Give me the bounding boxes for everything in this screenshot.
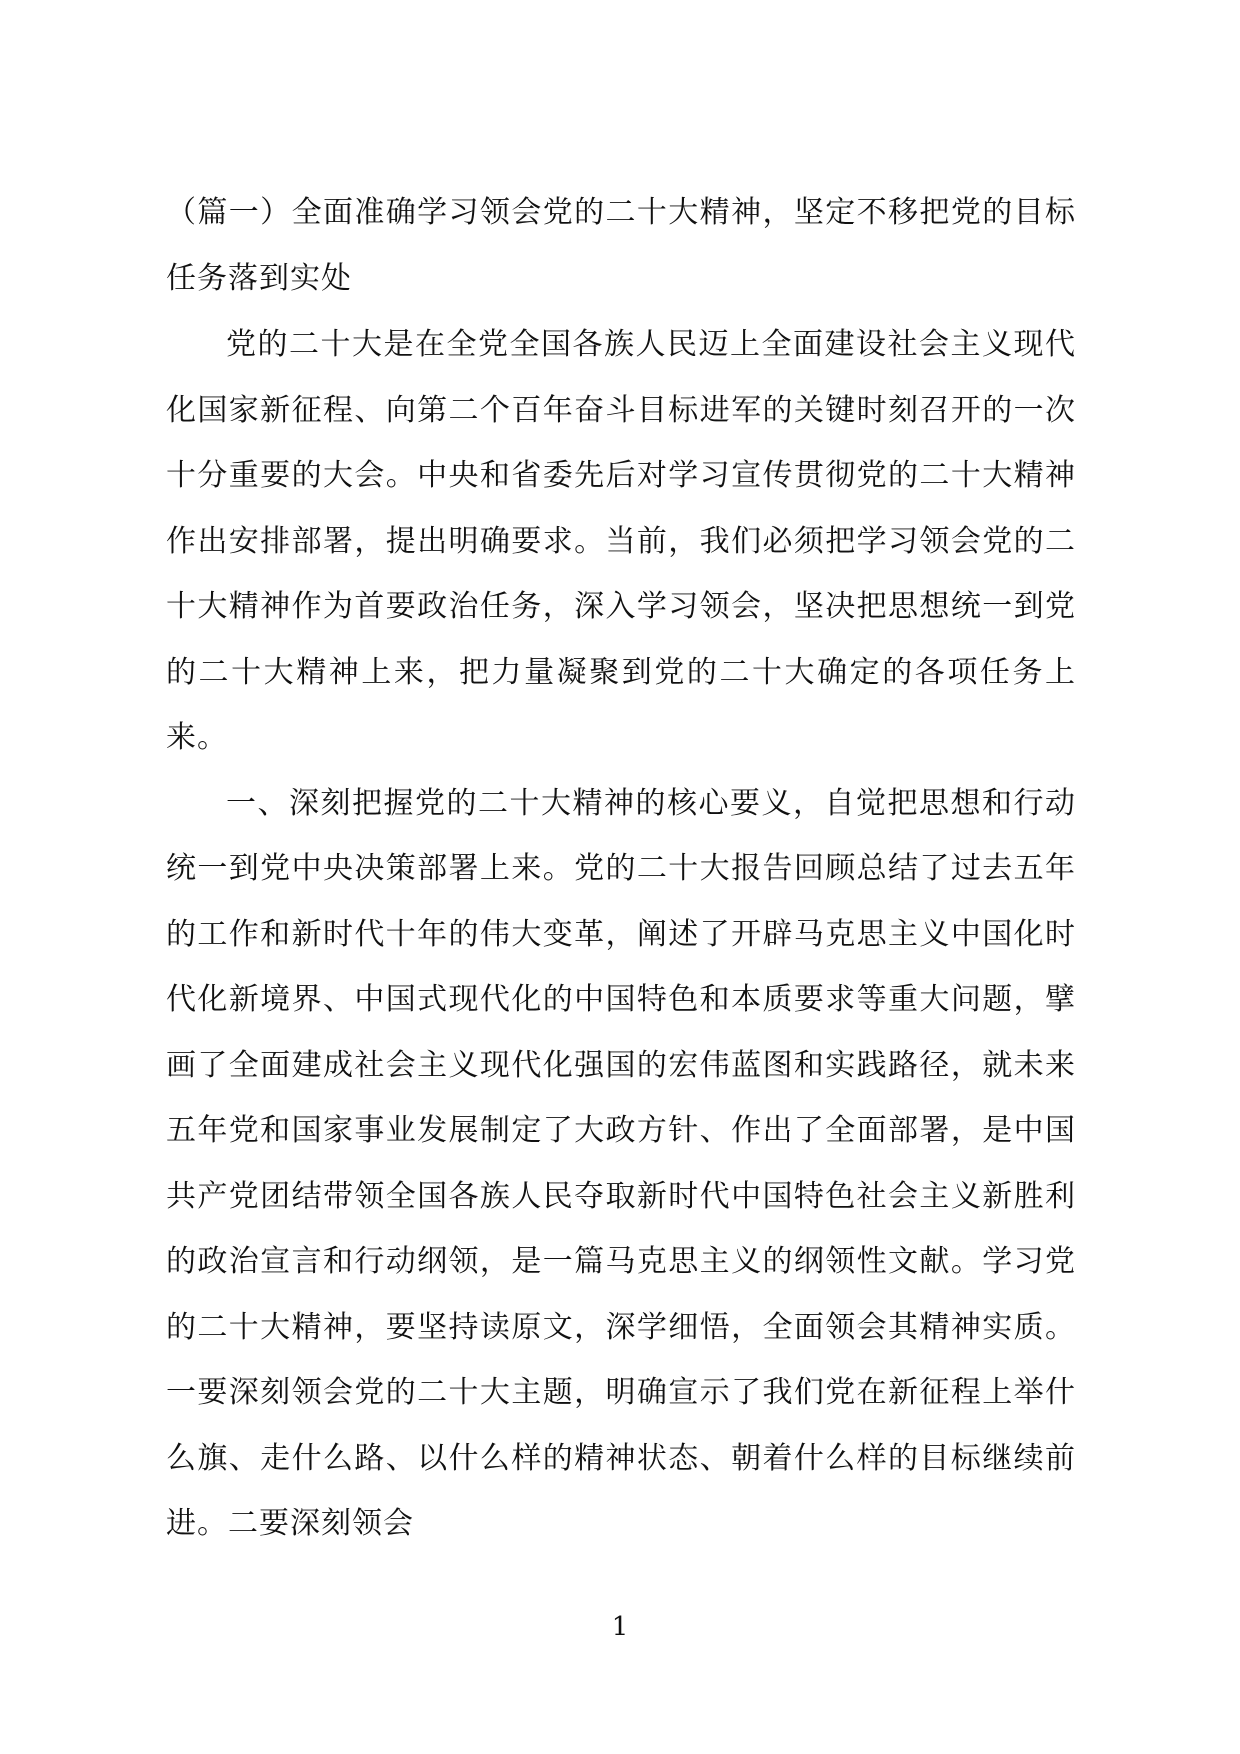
- document-title: （篇一）全面准确学习领会党的二十大精神，坚定不移把党的目标任务落到实处: [166, 195, 1076, 296]
- paragraph-intro: 党的二十大是在全党全国各族人民迈上全面建设社会主义现代化国家新征程、向第二个百年奋斗目标进军的关键时刻召开的一次十分重要的大会。中央和省委先后对学习宣传贯彻党的二十大精神作出安排部署，提出明确要求。当前，我们必须把学习领会党的二十大精神作为首要政治任务，深入学习领会，坚决把思想统一到党的二十大精神上来，把力量凝聚到党的二十大确定的各项任务上来。: [166, 327, 1076, 755]
- paragraph-section-one: 一、深刻把握党的二十大精神的核心要义，自觉把思想和行动统一到党中央决策部署上来。党的二十大报告回顾总结了过去五年的工作和新时代十年的伟大变革，阐述了开辟马克思主义中国化时代化新境界、中国式现代化的中国特色和本质要求等重大问题，擘画了全面建成社会主义现代化强国的宏伟蓝图和实践路径，就未来五年党和国家事业发展制定了大政方针、作出了全面部署，是中国共产党团结带领全国各族人民夺取新时代中国特色社会主义新胜利的政治宣言和行动纲领，是一篇马克思主义的纲领性文献。学习党的二十大精神，要坚持读原文，深学细悟，全面领会其精神实质。一要深刻领会党的二十大主题，明确宣示了我们党在新征程上举什么旗、走什么路、以什么样的精神状态、朝着什么样的目标继续前进。二要深刻领会: [166, 785, 1076, 1541]
- document-body: [166, 180, 1076, 1557]
- page-number: 1: [611, 1612, 629, 1642]
